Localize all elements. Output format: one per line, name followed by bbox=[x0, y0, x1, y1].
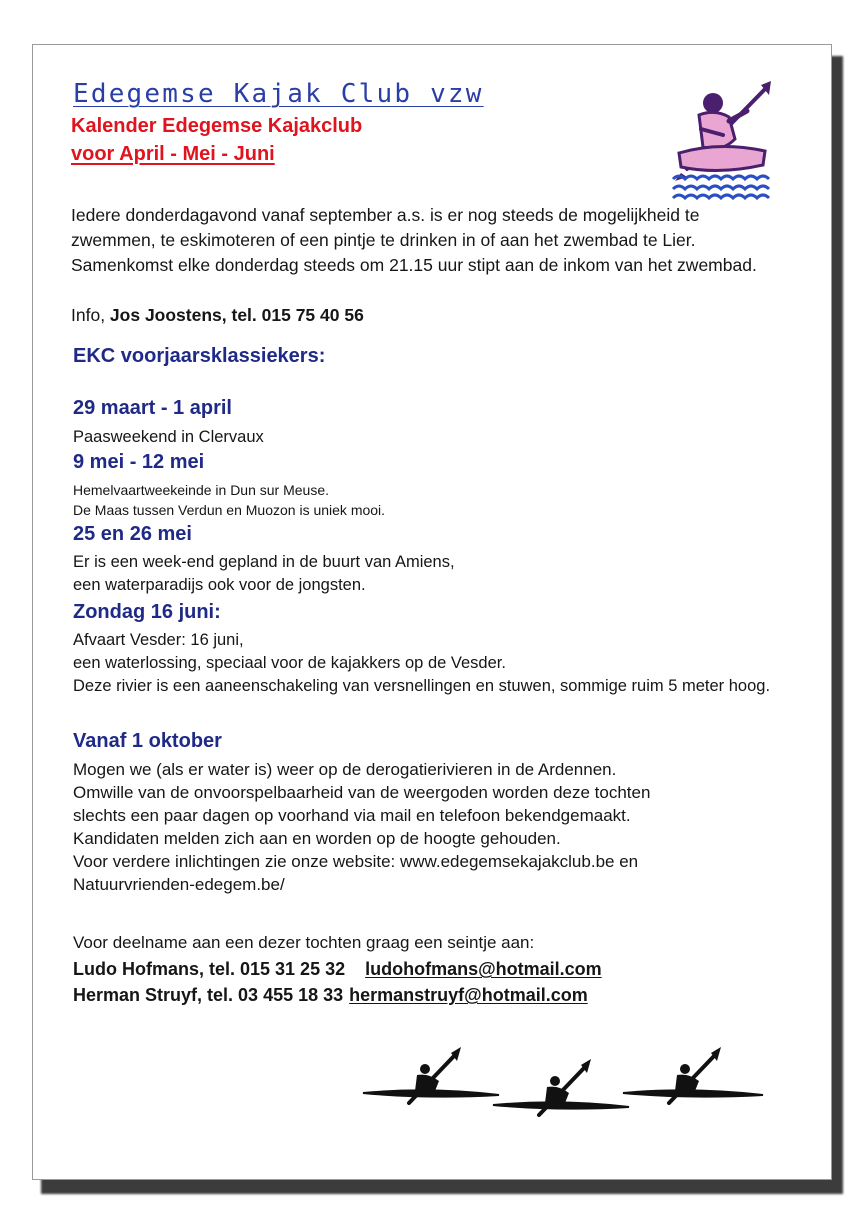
event-date: 29 maart - 1 april bbox=[73, 397, 232, 419]
contact-row bbox=[73, 985, 588, 1006]
event-line: Kandidaten melden zich aan en worden op de hoogte gehouden. bbox=[73, 829, 561, 848]
event-line: Afvaart Vesder: 16 juni, bbox=[73, 631, 244, 649]
calendar-title: Kalender Edegemse Kajakclub bbox=[71, 115, 363, 137]
contact-intro: Voor deelname aan een dezer tochten graag een seintje aan: bbox=[73, 933, 535, 952]
kayakers-silhouette-icon bbox=[359, 1045, 769, 1125]
calendar-period: voor April - Mei - Juni bbox=[71, 143, 275, 165]
event-date: 9 mei - 12 mei bbox=[73, 451, 205, 473]
intro-paragraph: Iedere donderdagavond vanaf september a.s. is er nog steeds de mogelijkheid te zwemmen, te eskimoteren of een pintje te drinken in of aan het zwembad te Lier. Samenkomst elke donderdag steeds om 21.15 uur stipt aan de inkom van het zwembad. bbox=[71, 205, 757, 275]
event-line: Omwille van de onvoorspelbaarheid van de weergoden worden deze tochten bbox=[73, 783, 651, 802]
calendar-page bbox=[32, 44, 832, 1180]
contact-row bbox=[73, 959, 602, 980]
club-name: Edegemse Kajak Club vzw bbox=[73, 79, 484, 109]
event-body bbox=[73, 758, 785, 896]
kayaker-figure bbox=[493, 1059, 629, 1115]
contact-email-link[interactable]: ludohofmans@hotmail.com bbox=[365, 959, 602, 979]
kayaker-figure bbox=[363, 1047, 499, 1103]
event-line: slechts een paar dagen op voorhand via mail en telefoon bekendgemaakt. bbox=[73, 806, 631, 825]
website-line: Voor verdere inlichtingen zie onze website: www.edegemsekajakclub.be en bbox=[73, 852, 639, 871]
kayaker-figure bbox=[623, 1047, 763, 1103]
classics-heading: EKC voorjaarsklassiekers: bbox=[73, 345, 326, 367]
contact-name: Herman Struyf, tel. 03 455 18 33 bbox=[73, 985, 344, 1005]
event-line: Deze rivier is een aaneenschakeling van versnellingen en stuwen, sommige ruim 5 meter hoog. bbox=[73, 677, 771, 695]
info-contact: Jos Joostens, tel. 015 75 40 56 bbox=[109, 305, 364, 325]
event-line: een waterparadijs ook voor de jongsten. bbox=[73, 576, 366, 594]
contact-email-link[interactable]: hermanstruyf@hotmail.com bbox=[349, 985, 588, 1005]
event-date: Vanaf 1 oktober bbox=[73, 730, 222, 752]
event-line: Paasweekend in Clervaux bbox=[73, 428, 264, 446]
info-line bbox=[71, 303, 364, 328]
event-line: Mogen we (als er water is) weer op de derogatierivieren in de Ardennen. bbox=[73, 760, 617, 779]
website-line: Natuurvrienden-edegem.be/ bbox=[73, 875, 285, 894]
event-date: 25 en 26 mei bbox=[73, 523, 192, 545]
contact-name: Ludo Hofmans, tel. 015 31 25 32 bbox=[73, 959, 346, 979]
event-line: een waterlossing, speciaal voor de kajakkers op de Vesder. bbox=[73, 654, 506, 672]
event-line: Hemelvaartweekeinde in Dun sur Meuse. bbox=[73, 482, 330, 498]
event-line: De Maas tussen Verdun en Muozon is uniek mooi. bbox=[73, 502, 386, 518]
event-line: Er is een week-end gepland in de buurt van Amiens, bbox=[73, 553, 455, 571]
info-prefix: Info, bbox=[71, 305, 110, 325]
kayaker-logo-icon bbox=[669, 81, 779, 201]
event-date: Zondag 16 juni: bbox=[73, 601, 221, 623]
